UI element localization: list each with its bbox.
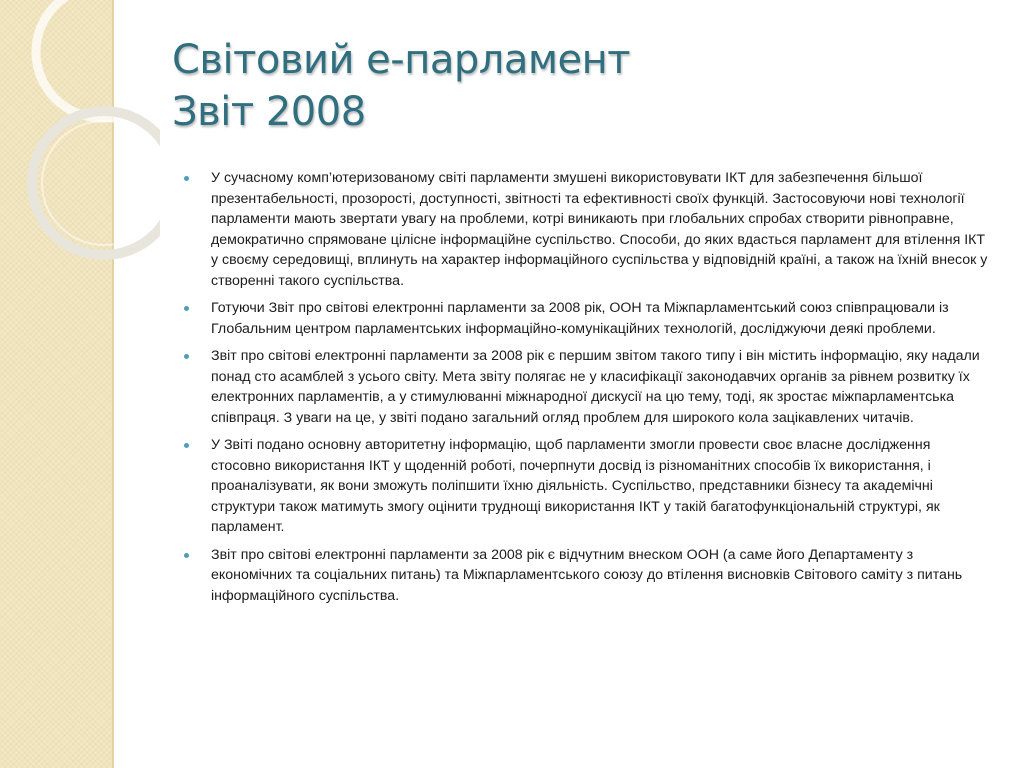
bullet-item	[184, 298, 992, 339]
slide-title	[172, 34, 972, 138]
decorative-ring-upper	[36, 0, 160, 118]
bullet-text: У Звіті подано основну авторитетну інформацію, щоб парламенти змогли провести своє власне дослідження стосовно використання ІКТ у щоденній роботі, почерпнути досвід із різноманітних способів їх використання, і проаналізувати, як вони зможуть поліпшити їхню діяльність. Суспільство, представники бізнесу та академічні структури також матимуть змогу оцінити труднощі використання ІКТ у такій багатофункціональній структурі, як парламент.	[211, 437, 940, 535]
bullet-item	[184, 435, 992, 538]
decorative-ring-lower-inner	[42, 121, 160, 245]
bullet-text: Звіт про світові електронні парламенти за 2008 рік є відчутним внеском ООН (а саме його Департаменту з економічних та соціальних питань) та Міжпарламентського союзу до втілення висновків Світового саміту з питань інформаційного суспільства.	[211, 546, 963, 604]
bullet-item	[184, 346, 992, 428]
slide-title-line-2: Звіт 2008	[172, 89, 366, 135]
decorative-rings-graphic	[0, 0, 160, 300]
bullet-dot-icon	[184, 306, 189, 311]
bullet-text: Звіт про світові електронні парламенти за 2008 рік є першим звітом такого типу і він містить інформацію, яку надали понад сто асамблей з усього світу. Мета звіту полягає не у класифікації законодавчих органів за рівнем розвитку їх електронних парламентів, а у стимулюванні міжнародної дискусії на цю тему, тоді, як зростає міжпарламентська співпраця. З уваги на це, у звіті подано загальний огляд проблем для широкого кола зацікавлених читачів.	[211, 348, 980, 426]
bullet-item	[184, 168, 992, 291]
bullet-item	[184, 545, 992, 607]
bullet-list	[184, 168, 992, 613]
slide-title-line-1: Світовий е-парламент	[172, 37, 631, 83]
bullet-dot-icon	[184, 443, 189, 448]
bullet-dot-icon	[184, 354, 189, 359]
bullet-dot-icon	[184, 553, 189, 558]
bullet-dot-icon	[184, 176, 189, 181]
bullet-text: Готуючи Звіт про світові електронні парламенти за 2008 рік, ООН та Міжпарламентський союз співпрацювали із Глобальним центром парламентських інформаційно-комунікаційних технологій, досліджуючи деякі проблеми.	[211, 300, 949, 337]
bullet-text: У сучасному комп’ютеризованому світі парламенти змушені використовувати ІКТ для забезпечення більшої презентабельності, прозорості, доступності, звітності та ефективності своїх функцій. Застосовуючи нові технології парламенти мають звертати увагу на проблеми, котрі виникають при глобальних спробах створити рівноправне, демократично спрямоване цілісне інформаційне суспільство. Способи, до яких вдасться парламент для втілення ІКТ у своєму середовищі, вплинуть на характер інформаційного суспільства у відповідній країні, а також на їхній внесок у створенні такого суспільства.	[211, 170, 988, 289]
